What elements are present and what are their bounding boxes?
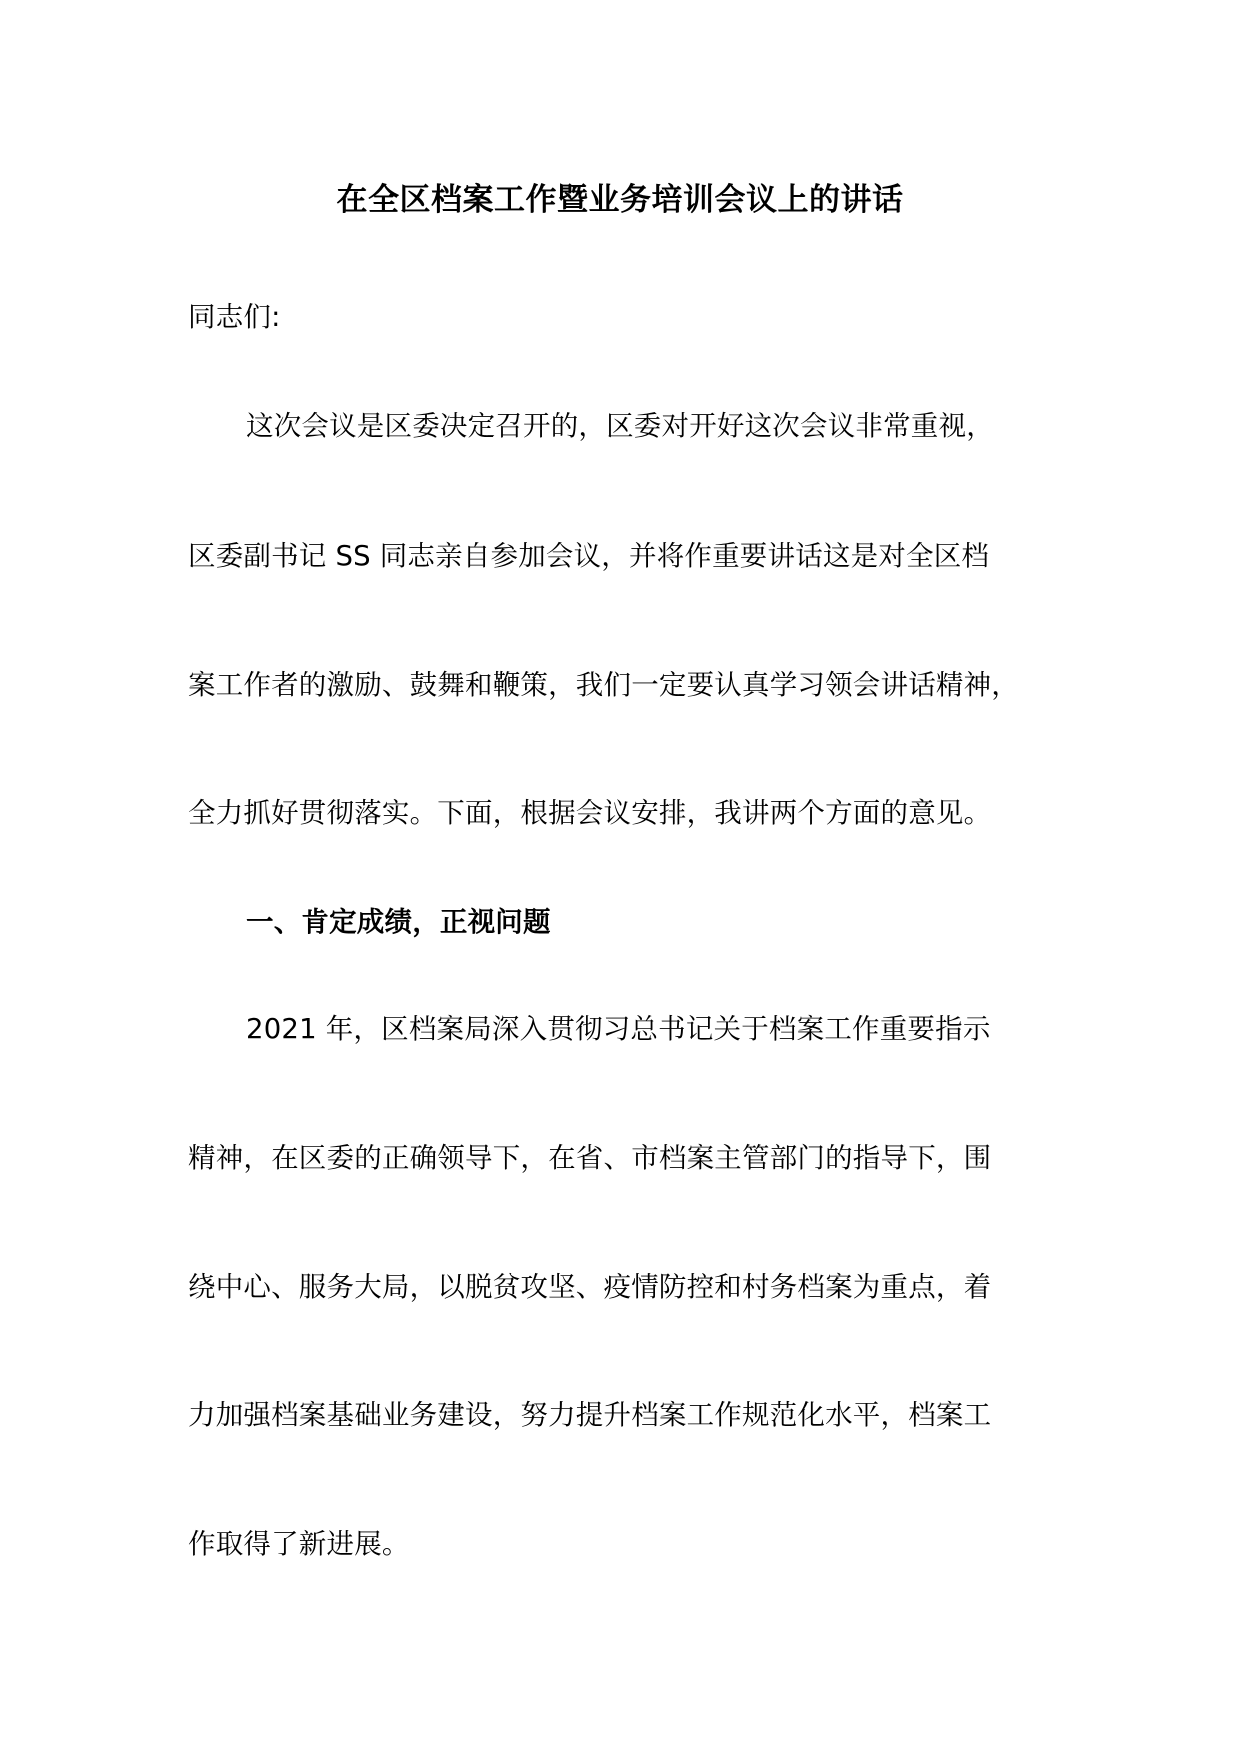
paragraph-line: 作取得了新进展。: [188, 1528, 410, 1560]
salutation: 同志们:: [188, 301, 281, 333]
document-title: 在全区档案工作暨业务培训会议上的讲话: [336, 182, 904, 218]
paragraph-line: 力加强档案基础业务建设，努力提升档案工作规范化水平，档案工: [188, 1399, 992, 1431]
paragraph-line: 区委副书记 SS 同志亲自参加会议，并将作重要讲话这是对全区档: [188, 540, 990, 572]
section-heading: 一、肯定成绩，正视问题: [246, 906, 551, 938]
paragraph-line: 精神，在区委的正确领导下，在省、市档案主管部门的指导下，围: [188, 1142, 992, 1174]
paragraph-line: 这次会议是区委决定召开的，区委对开好这次会议非常重视，: [246, 410, 994, 442]
paragraph-line: 全力抓好贯彻落实。下面，根据会议安排，我讲两个方面的意见。: [188, 797, 992, 829]
paragraph-line: 案工作者的激励、鼓舞和鞭策，我们一定要认真学习领会讲话精神，: [188, 669, 1019, 701]
paragraph-line: 2021 年，区档案局深入贯彻习总书记关于档案工作重要指示: [246, 1013, 991, 1045]
paragraph-line: 绕中心、服务大局，以脱贫攻坚、疫情防控和村务档案为重点，着: [188, 1271, 992, 1303]
